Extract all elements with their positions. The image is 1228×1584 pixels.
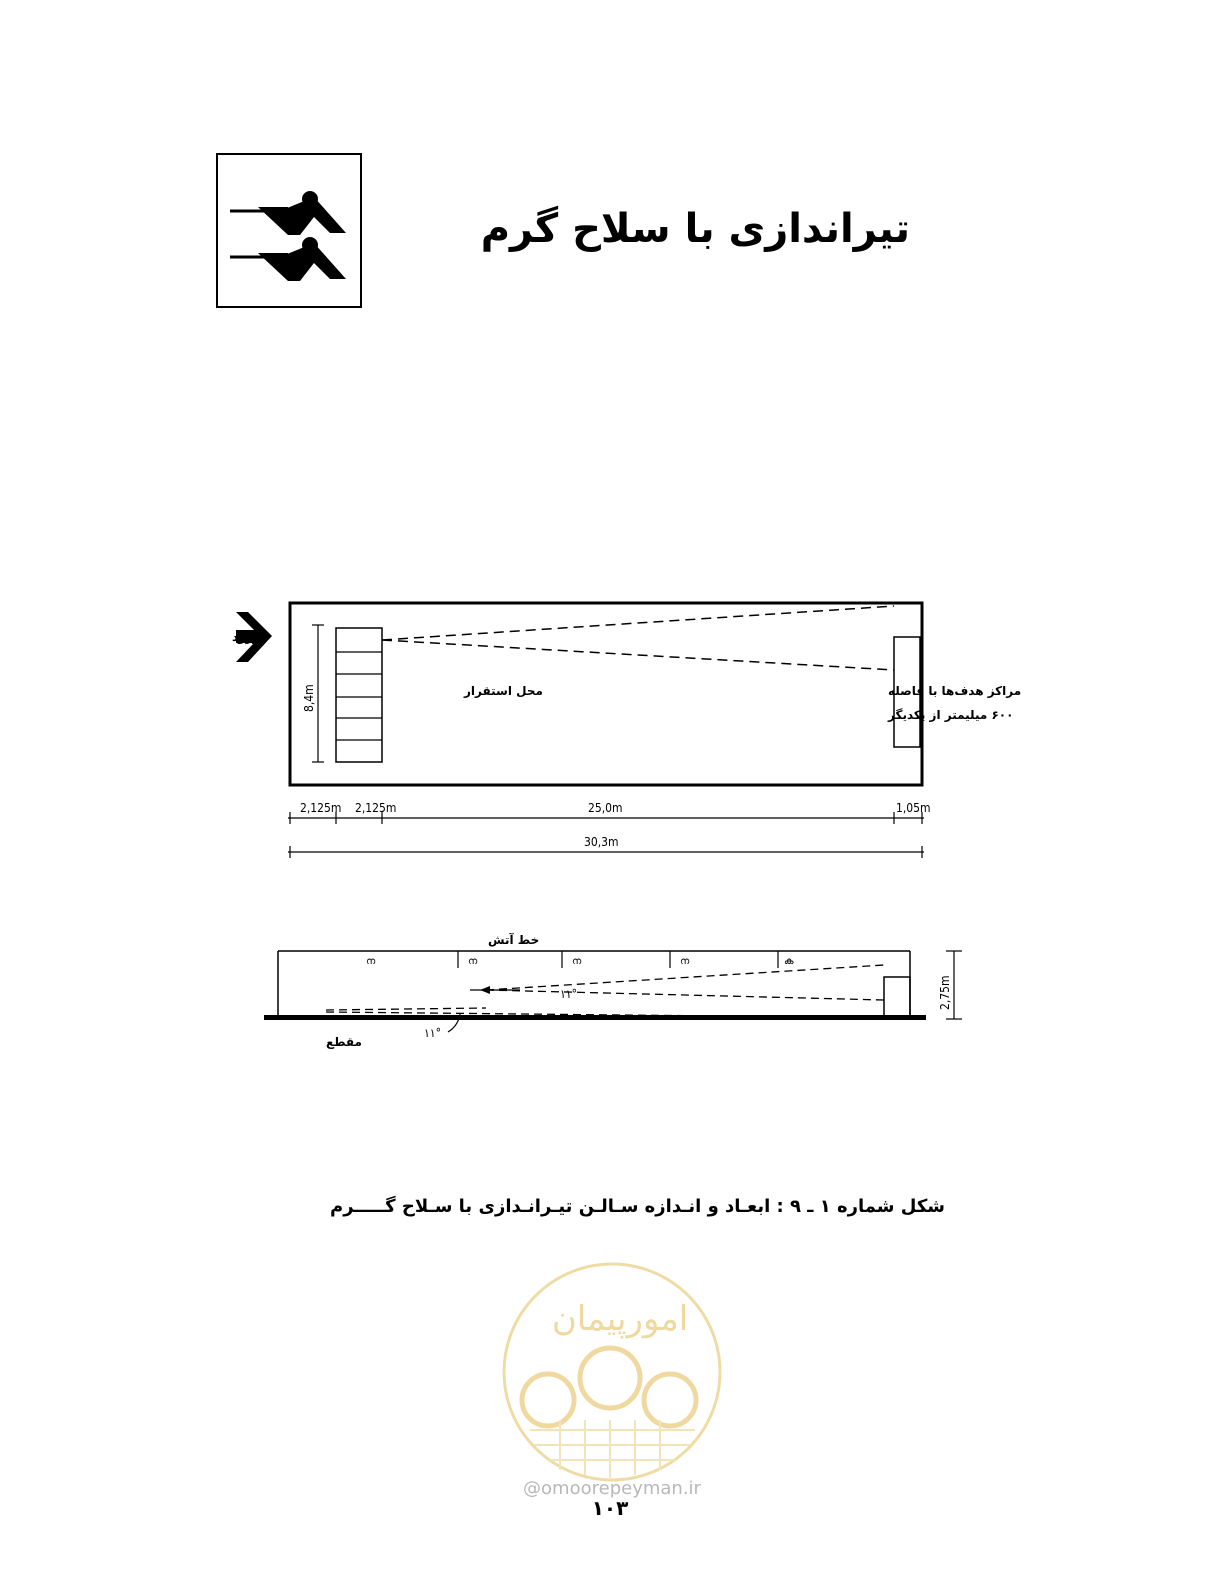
entrance-label: ورود xyxy=(232,630,260,644)
svg-text:ന: ന xyxy=(572,956,582,967)
svg-text:ന: ന xyxy=(468,956,478,967)
targets-label-line1: مراکز هدف‌ها با فاصله xyxy=(888,684,1022,698)
watermark-text: امورپیمان xyxy=(551,1299,689,1339)
page-title: تیراندازی با سلاح گرم xyxy=(480,206,910,252)
fire-line-label: خط آتش xyxy=(488,933,540,947)
shooting-stands xyxy=(336,628,382,762)
section-height-label: 2,75m xyxy=(938,975,952,1010)
dim-label-1: 2,125m xyxy=(300,801,342,815)
page-number: ۱۰۳ xyxy=(591,1496,629,1520)
svg-text:ന: ന xyxy=(680,956,690,967)
section-label: مقطع xyxy=(326,1035,362,1049)
targets-label-line2: ۶۰۰ میلیمتر از یکدیگر xyxy=(888,708,1014,722)
dim-label-3: 25,0m xyxy=(588,801,623,815)
dim-label-4: 1,05m xyxy=(896,801,931,815)
dim-label-2: 2,125m xyxy=(355,801,397,815)
watermark-url: @omoorepeyman.ir xyxy=(523,1478,701,1499)
section-angle-upper: ۱۱° xyxy=(560,987,577,1001)
svg-text:ക: ക xyxy=(784,956,794,967)
shooting-stand-label: محل استقرار xyxy=(464,684,543,698)
watermark-logo xyxy=(500,1260,725,1485)
section-drawing xyxy=(264,951,926,1032)
section-angle-lower: ۱۱° xyxy=(424,1026,441,1040)
sight-line-bottom xyxy=(382,640,894,670)
sight-line-top xyxy=(382,606,894,640)
svg-text:ന: ന xyxy=(366,956,376,967)
height-label: 8,4m xyxy=(302,684,316,712)
figure-caption: شکل شماره ۱ ـ ۹ : ابعـاد و انـدازه سـالـن تیـرانـدازی با سـلاح گـــــرم xyxy=(330,1196,945,1217)
hall-outline xyxy=(290,603,922,785)
dim-label-total: 30,3m xyxy=(584,835,619,849)
